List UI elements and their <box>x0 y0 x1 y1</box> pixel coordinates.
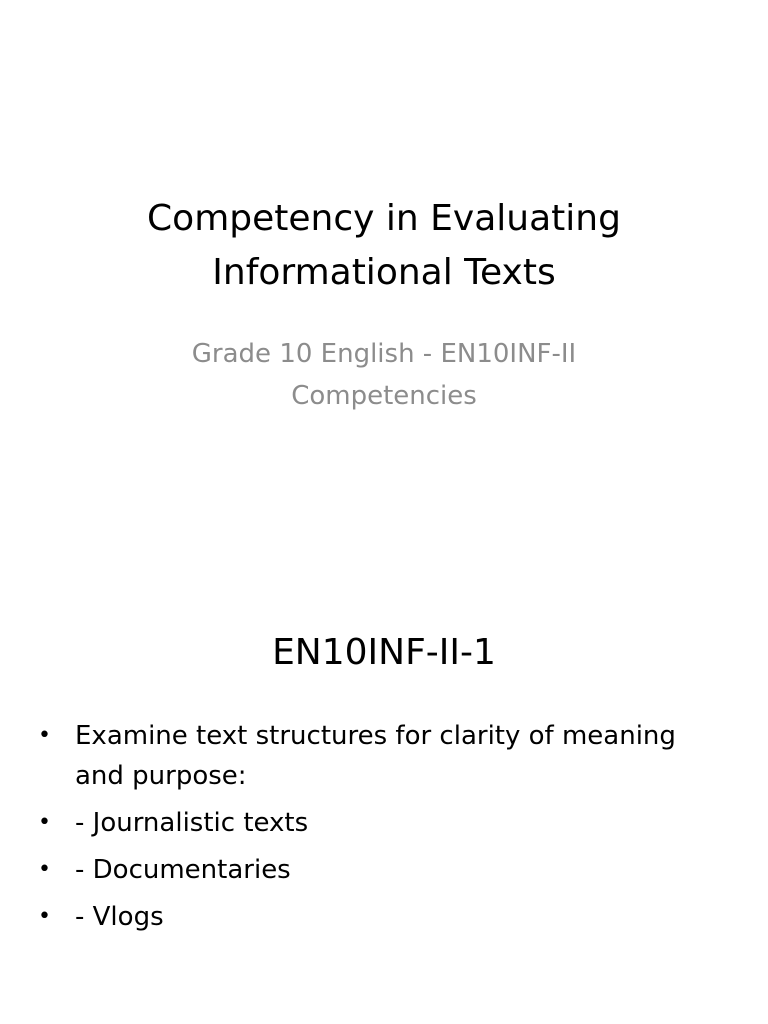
bullet-text: - Vlogs <box>75 902 164 932</box>
bullet-icon: • <box>38 810 51 835</box>
slide-subtitle: Grade 10 English - EN10INF-II Competencies <box>191 339 577 411</box>
slide-title: Competency in Evaluating Informational Texts <box>147 198 621 293</box>
bullet-item <box>38 803 728 843</box>
bullet-icon: • <box>38 904 51 929</box>
content-slide <box>0 576 768 1024</box>
bullet-icon: • <box>38 857 51 882</box>
bullet-list <box>38 716 728 944</box>
bullet-icon: • <box>38 723 51 748</box>
slide-title: EN10INF-II-1 <box>272 632 496 673</box>
bullet-item <box>38 850 728 890</box>
bullet-item <box>38 716 728 796</box>
bullet-text: - Documentaries <box>75 855 291 885</box>
bullet-text: Examine text structures for clarity of meaning and purpose: <box>75 721 676 791</box>
bullet-text: - Journalistic texts <box>75 808 309 838</box>
bullet-item <box>38 897 728 937</box>
